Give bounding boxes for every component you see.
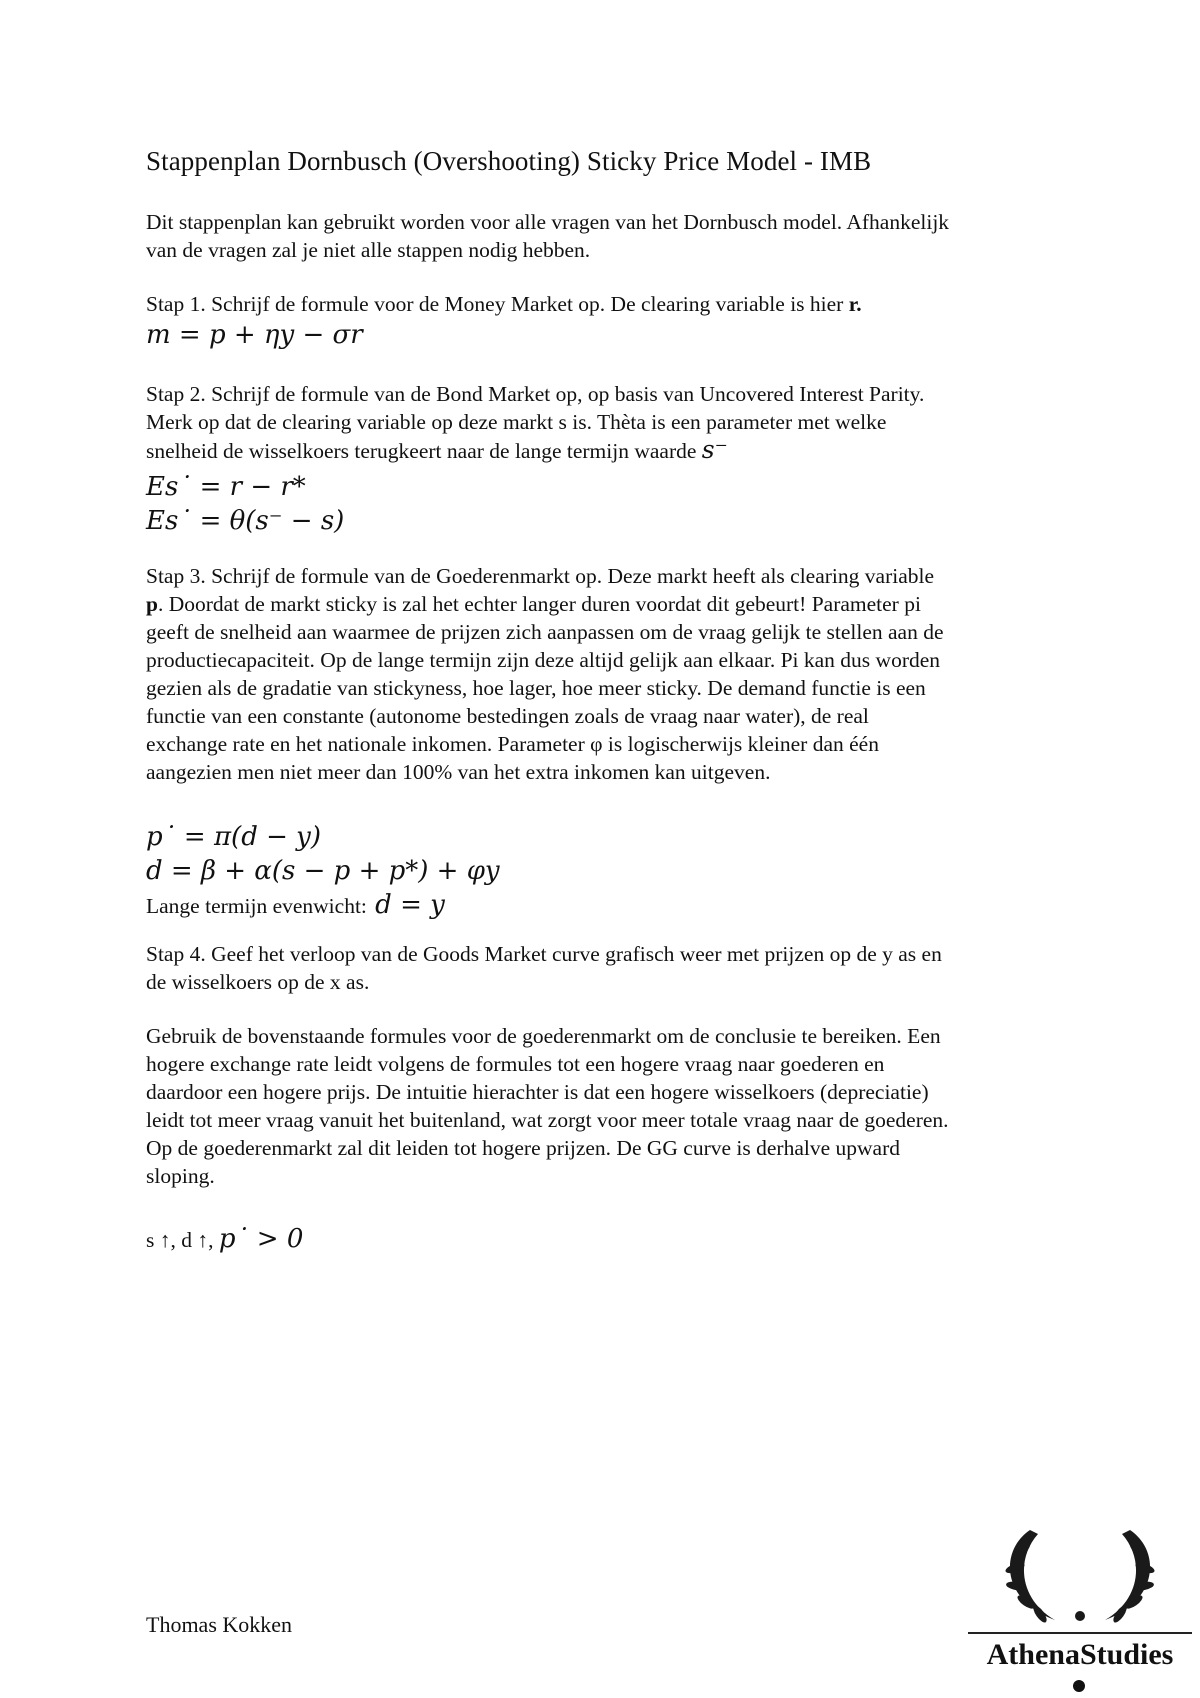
summary-formula: s ↑, d ↑, p˙ > 0 xyxy=(146,1224,304,1254)
price-adjustment-formula: p˙ = π(d − y) xyxy=(146,822,321,852)
conclusion-paragraph xyxy=(146,1022,1066,1190)
demand-formula: d = β + α(s − p + p*) + φy xyxy=(146,856,500,886)
conclusion-line-6: sloping. xyxy=(146,1164,215,1188)
bond-market-formula-1: Es˙ = r − r* xyxy=(146,472,306,502)
step-4-paragraph xyxy=(146,940,1066,996)
step-3-line-1: Stap 3. Schrijf de formule van de Goederenmarkt op. Deze markt heeft als clearing variable xyxy=(146,564,935,588)
laurel-wreath-icon xyxy=(960,1520,1200,1630)
step-2-line-2: Merk op dat de clearing variable op deze markt s is. Thèta is een parameter met welke xyxy=(146,410,887,434)
logo-dot xyxy=(1073,1680,1085,1692)
conclusion-line-5: Op de goederenmarkt zal dit leiden tot hogere prijzen. De GG curve is derhalve upward xyxy=(146,1136,901,1160)
conclusion-line-2: hogere exchange rate leidt volgens de formules tot een hogere vraag naar goederen en xyxy=(146,1052,885,1076)
step-2-formulas xyxy=(146,470,344,538)
step-3-line-3: geeft de snelheid aan waarmee de prijzen zich aanpassen om de vraag gelijk te stellen aan de xyxy=(146,620,944,644)
step-1-formula xyxy=(146,318,363,352)
step-2-line-1: Stap 2. Schrijf de formule van de Bond Market op, op basis van Uncovered Interest Parity. xyxy=(146,382,925,406)
step-3-line-2: p. Doordat de markt sticky is zal het echter langer duren voordat dit gebeurt! Parameter pi xyxy=(146,592,921,616)
athenastudies-logo xyxy=(960,1520,1200,1698)
conclusion-line-4: leidt tot meer vraag vanuit het buitenland, wat zorgt voor meer totale vraag naar de goederen. xyxy=(146,1108,949,1132)
page-title: Stappenplan Dornbusch (Overshooting) Sticky Price Model - IMB xyxy=(146,146,872,176)
step-3-line-4: productiecapaciteit. Op de lange termijn zijn deze altijd gelijk aan elkaar. Pi kan dus worden xyxy=(146,648,941,672)
step-3-line-6: functie van een constante (autonome bestedingen zoals de vraag naar water), de real xyxy=(146,704,869,728)
logo-divider xyxy=(968,1632,1192,1634)
money-market-formula: m = p + ηy − σr xyxy=(146,320,363,350)
bond-market-formula-2: Es˙ = θ(s⁻ − s) xyxy=(146,506,345,536)
intro-paragraph xyxy=(146,208,1066,264)
step-1-line-1: Stap 1. Schrijf de formule voor de Money Market op. De clearing variable is hier r. xyxy=(146,292,862,316)
logo-wordmark: AthenaStudies xyxy=(986,1638,1174,1671)
author-name: Thomas Kokken xyxy=(146,1612,293,1637)
step-3-paragraph xyxy=(146,562,1066,786)
step-4-line-1: Stap 4. Geef het verloop van de Goods Market curve grafisch weer met prijzen op de y as en xyxy=(146,942,942,966)
step-3-line-5: gezien als de gradatie van stickyness, hoe lager, hoe meer sticky. De demand functie is een xyxy=(146,676,926,700)
intro-line-1: Dit stappenplan kan gebruikt worden voor alle vragen van het Dornbusch model. Afhankelijk xyxy=(146,210,950,234)
step-2-line-3: snelheid de wisselkoers terugkeert naar de lange termijn waarde s⁻ xyxy=(146,435,728,464)
conclusion-line-3: daardoor een hogere prijs. De intuitie hierachter is dat een hogere wisselkoers (depreciatie) xyxy=(146,1080,929,1104)
step-3-line-8: aangezien men niet meer dan 100% van het extra inkomen kan uitgeven. xyxy=(146,760,771,784)
step-3-line-7: exchange rate en het nationale inkomen. Parameter φ is logischerwijs kleiner dan één xyxy=(146,732,879,756)
step-4-line-2: de wisselkoers op de x as. xyxy=(146,970,370,994)
step-1-heading xyxy=(146,290,1066,318)
conclusion-line-1: Gebruik de bovenstaande formules voor de goederenmarkt om de conclusie te bereiken. Een xyxy=(146,1024,941,1048)
step-2-paragraph xyxy=(146,380,1066,465)
long-run-equilibrium: Lange termijn evenwicht: d = y xyxy=(146,890,445,920)
intro-line-2: van de vragen zal je niet alle stappen nodig hebben. xyxy=(146,238,591,262)
step-3-formulas xyxy=(146,820,500,923)
